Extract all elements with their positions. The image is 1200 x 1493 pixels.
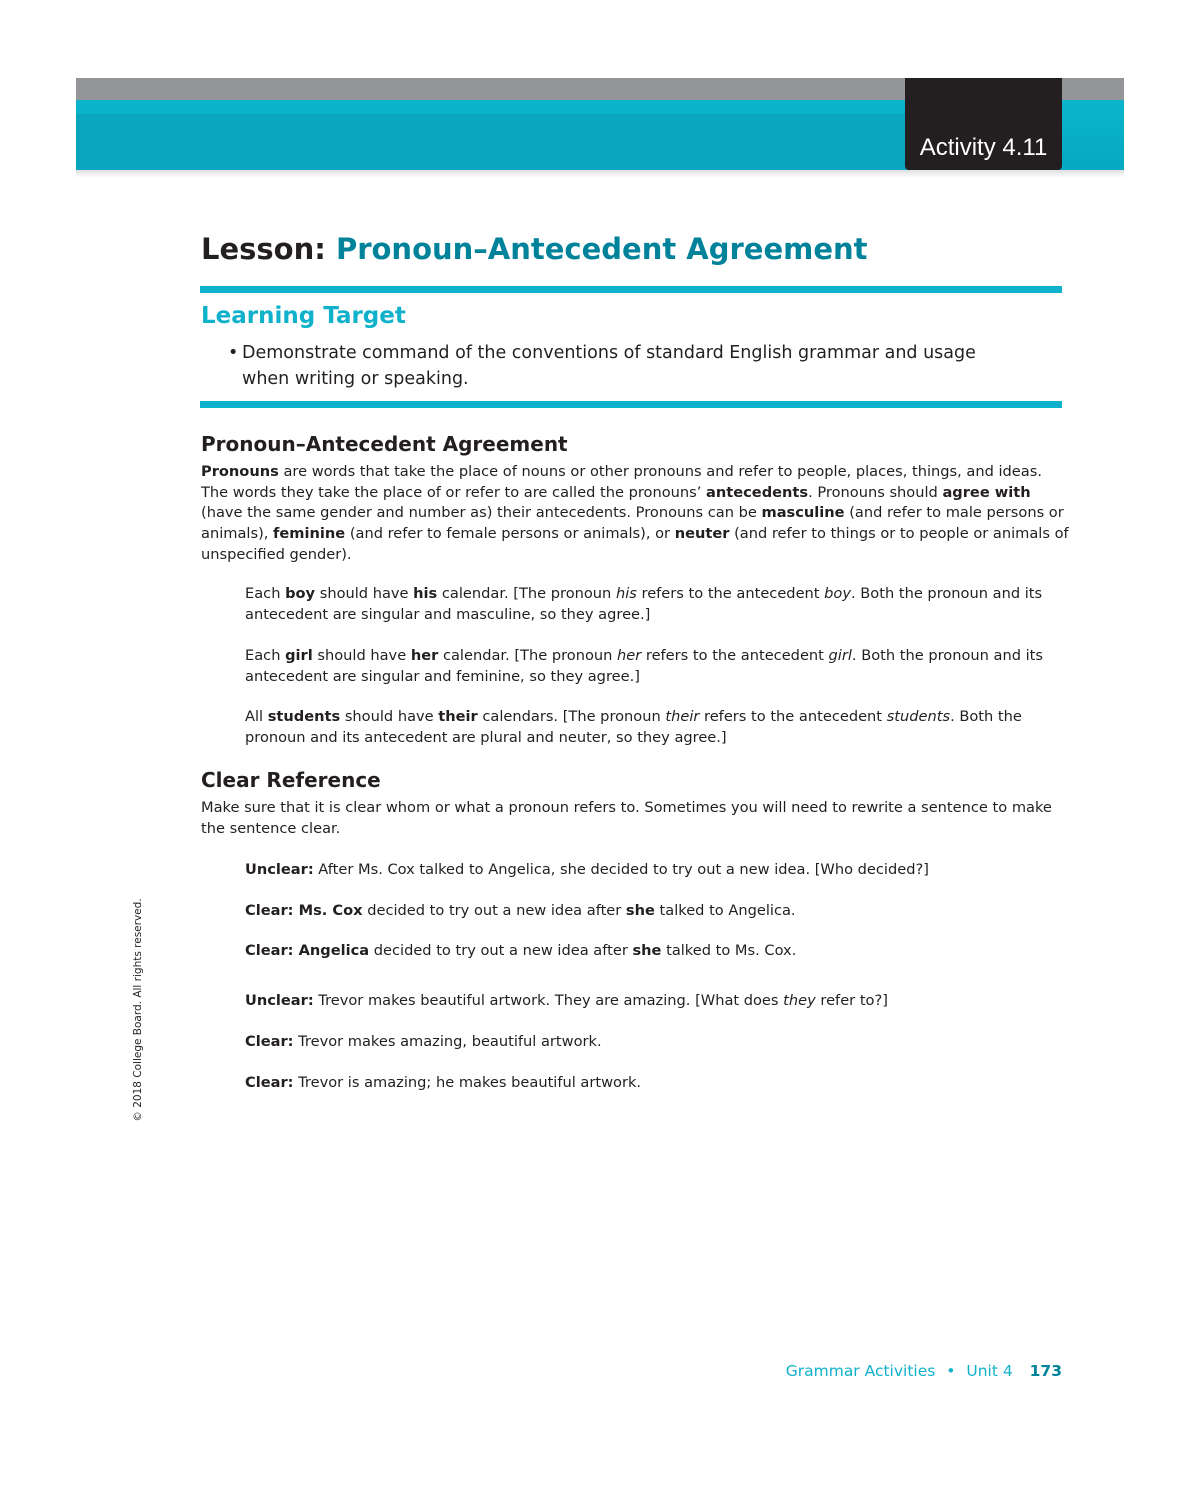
text-run: decided to try out a new idea after [362, 902, 626, 919]
page-number: 173 [1029, 1362, 1062, 1380]
reference-example [245, 1031, 1080, 1052]
text-run: (and refer to things or to people or animals of unspecified gender). [201, 525, 1069, 563]
text-run: . Pronouns should [808, 483, 943, 501]
bold-term: agree with [942, 483, 1031, 501]
bold-term: boy [285, 585, 316, 602]
text-run: should have [315, 585, 414, 602]
text-run: (have the same gender and number as) their antecedents. Pronouns can be [201, 504, 762, 522]
lesson-title [201, 232, 868, 266]
section-heading-agreement: Pronoun–Antecedent Agreement [201, 432, 568, 456]
text-run: talked to Angelica. [654, 902, 796, 919]
reference-example [245, 940, 1080, 961]
bold-term: masculine [761, 504, 845, 522]
learning-target-item [228, 340, 1028, 392]
activity-tab [905, 78, 1062, 170]
bold-term: Unclear: [245, 992, 314, 1009]
italic-term: boy [824, 585, 852, 602]
bullet-icon: • [228, 343, 239, 363]
text-run: (and refer to male persons or animals), [201, 504, 1064, 543]
example-sentence [245, 706, 1080, 748]
text-run: After Ms. Cox talked to Angelica, she decided to try out a new idea. [Who decided?] [313, 861, 929, 878]
bold-term: girl [285, 647, 313, 664]
header-band-shadow [76, 170, 1124, 178]
text-run: Trevor makes amazing, beautiful artwork. [293, 1033, 602, 1050]
reference-example [245, 859, 1080, 880]
reference-example [245, 1072, 1080, 1093]
copyright-notice: © 2018 College Board. All rights reserved. [132, 898, 144, 1122]
footer-unit: Unit 4 [966, 1362, 1013, 1380]
reference-example [245, 900, 1080, 921]
bold-term: antecedents [706, 483, 809, 501]
bold-term: Clear: [245, 1074, 294, 1091]
activity-label: Activity 4.11 [919, 134, 1048, 161]
reference-example [245, 990, 1080, 1011]
footer-separator: • [946, 1362, 956, 1380]
bold-term: his [413, 585, 438, 602]
bold-term: Pronouns [201, 463, 279, 480]
section-intro-clear-reference [201, 798, 1071, 839]
text-run: Trevor makes beautiful artwork. They are amazing. [What does [313, 992, 784, 1009]
text-run: calendar. [The pronoun [437, 585, 616, 602]
bold-term: Clear: [245, 1033, 294, 1050]
text-run: Make sure that it is clear whom or what a pronoun refers to. Sometimes you will need to rewrite a sentence to make the sentence clear. [201, 799, 1052, 837]
bold-term: she [632, 942, 662, 959]
text-run: . Both the pronoun and its antecedent are plural and neuter, so they agree.] [245, 708, 1022, 746]
footer-label: Grammar Activities [785, 1362, 936, 1380]
text-run: are words that take the place of nouns or other pronouns and refer to people, places, things, and ideas. The words they take the place of or refer to are called the pronouns’ [201, 463, 1042, 501]
text-run: should have [340, 708, 439, 725]
text-run: refers to the antecedent [699, 708, 887, 725]
bold-term: Clear: Ms. Cox [245, 902, 363, 919]
bold-term: she [625, 902, 655, 919]
example-sentence [245, 645, 1080, 687]
text-run: . Both the pronoun and its antecedent are singular and feminine, so they agree.] [245, 647, 1044, 685]
learning-target-text: Demonstrate command of the conventions of standard English grammar and usage when writing or speaking. [242, 343, 976, 389]
text-run: (and refer to female persons or animals), or [345, 525, 675, 543]
text-run: Each [245, 585, 286, 602]
text-run: refer to?] [815, 992, 888, 1009]
divider-bottom [200, 401, 1062, 408]
text-run: All [245, 708, 268, 725]
italic-term: they [783, 992, 816, 1009]
bold-term: neuter [674, 525, 730, 543]
bold-term: students [267, 708, 341, 725]
section-heading-clear-reference: Clear Reference [201, 768, 381, 792]
lesson-title-text: Pronoun–Antecedent Agreement [335, 232, 868, 266]
text-run: decided to try out a new idea after [369, 942, 633, 959]
lesson-prefix: Lesson: [201, 232, 326, 266]
italic-term: her [617, 647, 642, 664]
italic-term: his [615, 585, 637, 602]
page-footer [786, 1362, 1062, 1380]
section-intro-agreement [201, 462, 1071, 566]
text-run: should have [312, 647, 411, 664]
text-run: calendars. [The pronoun [477, 708, 666, 725]
text-run: refers to the antecedent [636, 585, 825, 602]
bold-term: their [438, 708, 478, 725]
example-sentence [245, 583, 1080, 625]
bold-term: Clear: Angelica [245, 942, 370, 959]
bold-term: feminine [273, 525, 346, 543]
text-run: . Both the pronoun and its antecedent are singular and masculine, so they agree.] [245, 585, 1043, 623]
bold-term: her [410, 647, 439, 664]
text-run: calendar. [The pronoun [438, 647, 618, 664]
text-run: Trevor is amazing; he makes beautiful artwork. [293, 1074, 642, 1091]
text-run: refers to the antecedent [641, 647, 829, 664]
divider-top [200, 286, 1062, 293]
italic-term: students [886, 708, 951, 725]
text-run: Each [245, 647, 286, 664]
learning-target-heading: Learning Target [201, 303, 406, 329]
italic-term: their [665, 708, 700, 725]
bold-term: Unclear: [245, 861, 314, 878]
italic-term: girl [828, 647, 852, 664]
header-band-teal-inner [76, 114, 906, 170]
text-run: talked to Ms. Cox. [661, 942, 797, 959]
